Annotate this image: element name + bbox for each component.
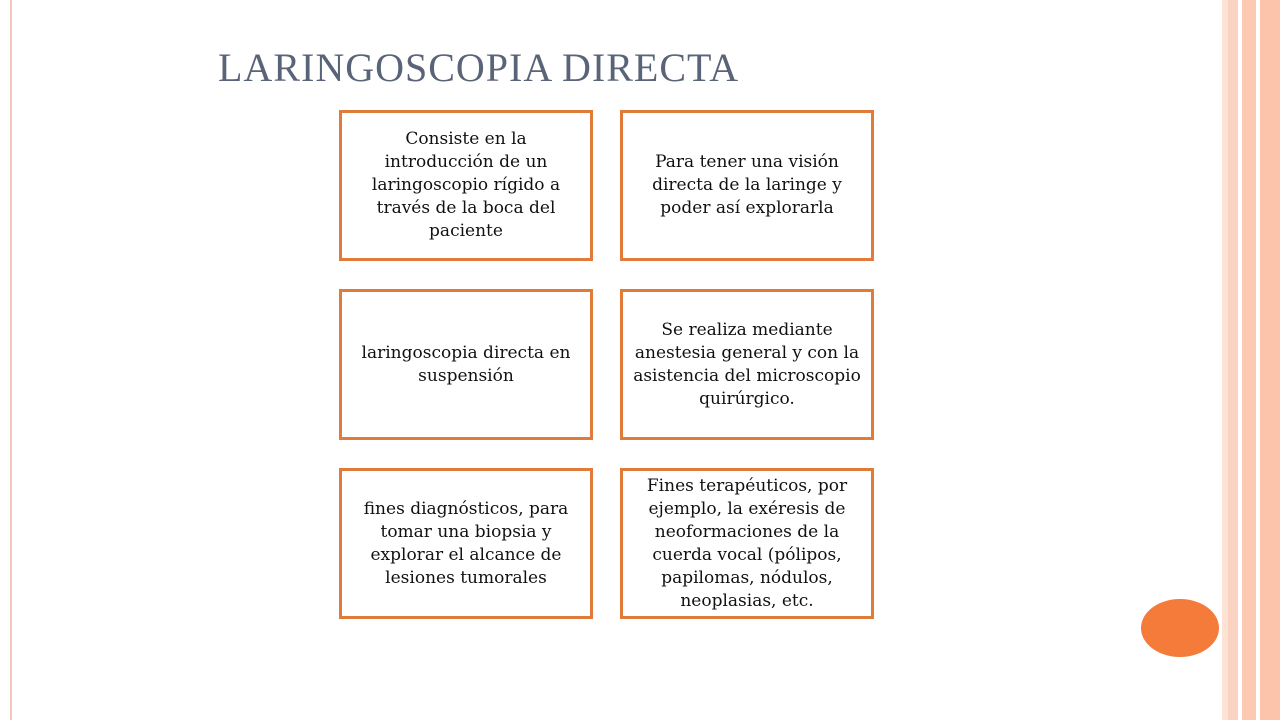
info-box-definition: Consiste en la introducción de un laringoscopio rígido a través de la boca del paciente <box>339 110 593 261</box>
info-box-suspension: laringoscopia directa en suspensión <box>339 289 593 440</box>
stripe <box>1260 0 1280 720</box>
orange-circle-decoration <box>1141 599 1219 657</box>
info-box-therapeutic: Fines terapéuticos, por ejemplo, la exéresis de neoformaciones de la cuerda vocal (pólipos, papilomas, nódulos, neoplasias, etc. <box>620 468 874 619</box>
stripe <box>1228 0 1238 720</box>
stripe <box>1242 0 1256 720</box>
info-box-anesthesia: Se realiza mediante anestesia general y con la asistencia del microscopio quirúrgico. <box>620 289 874 440</box>
page-title: LARINGOSCOPIA DIRECTA <box>218 45 740 90</box>
right-decorative-stripes <box>1222 0 1280 720</box>
info-box-diagnostic: fines diagnósticos, para tomar una biopsia y explorar el alcance de lesiones tumorales <box>339 468 593 619</box>
left-border-line <box>10 0 12 720</box>
info-box-purpose: Para tener una visión directa de la laringe y poder así explorarla <box>620 110 874 261</box>
